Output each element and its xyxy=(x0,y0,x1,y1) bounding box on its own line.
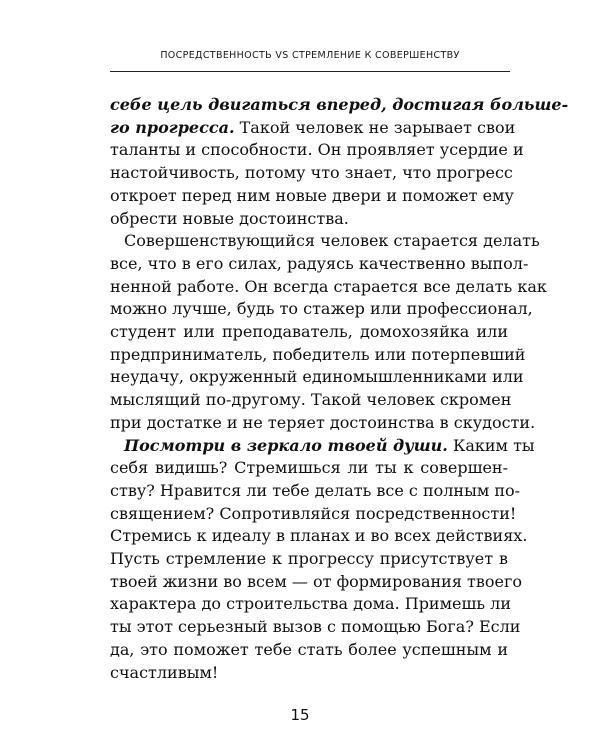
p2-line-6: предприниматель, победитель или потерпевший xyxy=(110,344,526,364)
p2-line-9: при достатке и не теряет достоинства в скудости. xyxy=(110,412,536,432)
p2-line-7: неудачу, окруженный единомышленниками или xyxy=(110,367,524,387)
p2-line-5: студент или преподаватель, домохозяйка или xyxy=(110,322,508,342)
p1-line-1: себе цель двигаться вперед, достигая большe- xyxy=(110,95,569,114)
p3-line-2: себя видишь? Стремишься ли ты к совершен- xyxy=(110,458,508,478)
p1-line-3: таланты и способности. Он проявляет усердие и xyxy=(110,140,524,160)
p3-line-9: ты этот серьезный вызов с помощью Бога? Если xyxy=(110,617,521,637)
p2-line-1: Совершенствующийся человек старается делать xyxy=(124,231,540,251)
p3-line-1 xyxy=(110,435,535,458)
p2-line-3: ненной работе. Он всегда старается все делать как xyxy=(110,276,547,296)
p1-line-6: обрести новые достоинства. xyxy=(110,208,349,228)
p3-line-8: характера до строительства дома. Примешь ли xyxy=(110,594,512,614)
p3-line-4: священием? Сопротивляйся посредственности! xyxy=(110,503,517,523)
p3-line-1-rest: Каким ты xyxy=(447,435,535,455)
p1-line-2 xyxy=(110,117,516,140)
p3-line-1-emphasis: Посмотри в зеркало твоей души. xyxy=(124,435,448,455)
running-header: ПОСРЕДСТВЕННОСТЬ VS СТРЕМЛЕНИЕ К СОВЕРШЕНСТВУ xyxy=(160,50,460,61)
p3-line-3: ству? Нравится ли тебе делать все с полным по- xyxy=(110,480,521,500)
paragraph-1 xyxy=(110,94,569,230)
p2-line-8: мыслящий по-другому. Такой человек скромен xyxy=(110,390,512,410)
p1-line-2-emphasis: го прогресса. xyxy=(110,117,235,137)
paragraph-2 xyxy=(110,230,547,434)
p2-line-4: можно лучше, будь то стажер или профессионал, xyxy=(110,299,533,319)
p3-line-5: Стремись к идеалу в планах и во всех действиях. xyxy=(110,526,528,546)
p1-line-4: настойчивость, потому что знает, что прогресс xyxy=(110,163,513,183)
page-number: 15 xyxy=(290,706,310,724)
p1-line-5: откроет перед ним новые двери и поможет ему xyxy=(110,185,514,205)
header-rule xyxy=(110,71,510,72)
paragraph-3 xyxy=(110,435,535,685)
p3-line-7: твоей жизни во всем — от формирования твоего xyxy=(110,571,522,591)
p3-line-10: да, это поможет тебе стать более успешным и xyxy=(110,639,508,659)
p3-line-6: Пусть стремление к прогрессу присутствует в xyxy=(110,549,508,569)
p3-line-11: счастливым! xyxy=(110,662,219,682)
p2-line-2: все, что в его силах, радуясь качественно выпол- xyxy=(110,253,529,273)
body-text xyxy=(110,94,569,684)
p1-line-2-rest: Такой человек не зарывает свои xyxy=(234,117,516,137)
